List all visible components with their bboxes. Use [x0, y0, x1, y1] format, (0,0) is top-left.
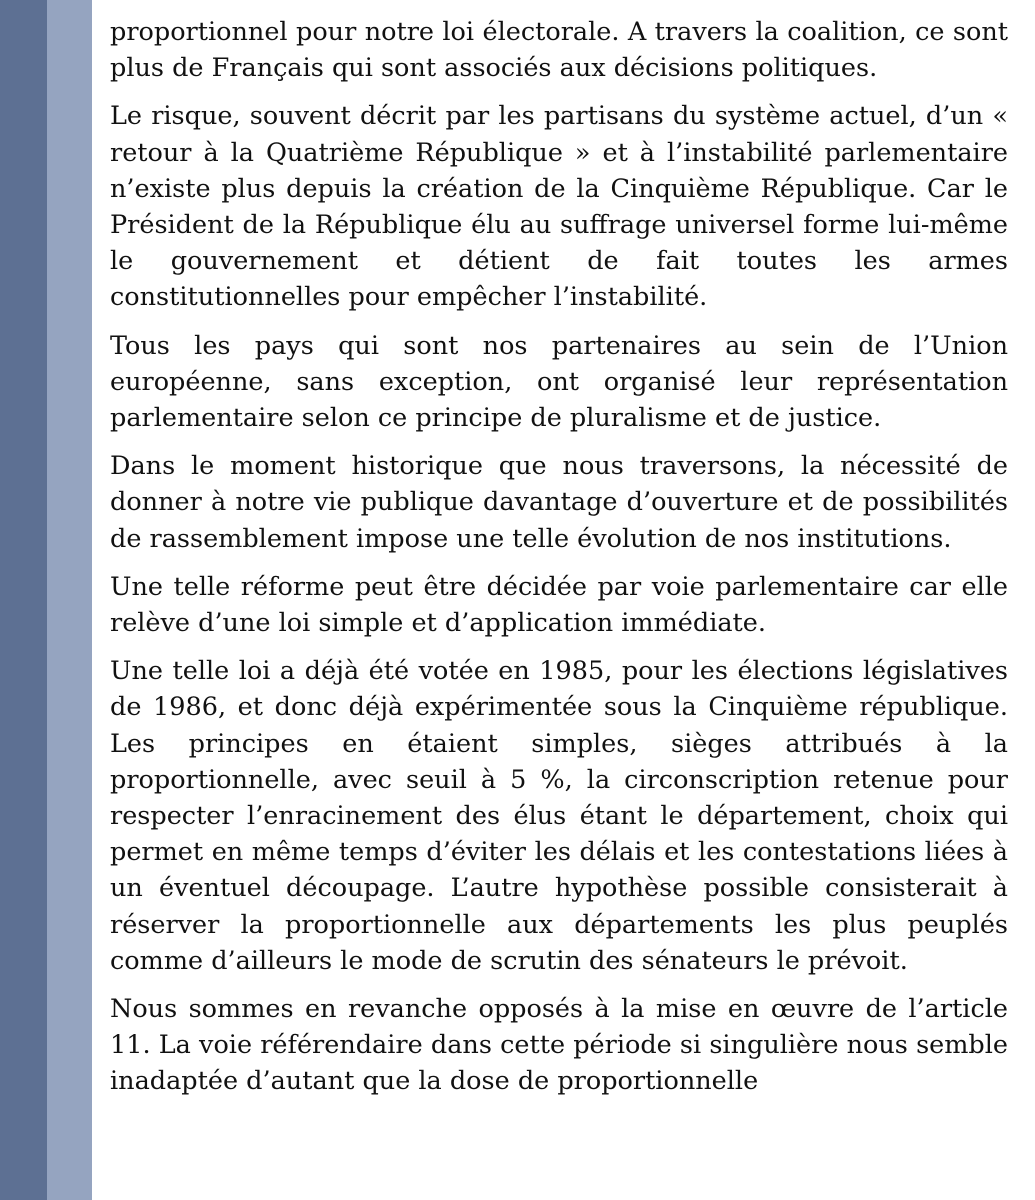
paragraph: Une telle loi a déjà été votée en 1985, pour les élections législatives de 1986, et donc déjà expérimentée sous la Cinquième république. Les principes en étaient simples, sièges attribués à la proportionnelle, avec seuil à 5 %, la circonscription retenue pour respecter l’enracinement des élus étant le département, choix qui permet en même temps d’éviter les délais et les contestations liées à un éventuel découpage. L’autre hypothèse possible consisterait à réserver la proportionnelle aux départements les plus peuplés comme d’ailleurs le mode de scrutin des sénateurs le prévoit.: [110, 656, 1008, 976]
paragraph: Le risque, souvent décrit par les partisans du système actuel, d’un « retour à la Quatrième République » et à l’instabilité parlementaire n’existe plus depuis la création de la Cinquième République. Car le Président de la République élu au suffrage universel forme lui-même le gouvernement et détient de fait toutes les armes constitutionnelles pour empêcher l’instabilité.: [110, 101, 1008, 313]
document-body: [110, 14, 1008, 1112]
paragraph: proportionnel pour notre loi électorale. A travers la coalition, ce sont plus de Français qui sont associés aux décisions politiques.: [110, 17, 1008, 84]
left-margin-band-dark: [0, 0, 47, 1200]
paragraph: Nous sommes en revanche opposés à la mise en œuvre de l’article 11. La voie référendaire dans cette période si singulière nous semble inadaptée d’autant que la dose de proportionnelle: [110, 994, 1008, 1097]
paragraph: Tous les pays qui sont nos partenaires au sein de l’Union européenne, sans exception, ont organisé leur représentation parlementaire selon ce principe de pluralisme et de justice.: [110, 330, 1008, 434]
paragraph: Dans le moment historique que nous traversons, la nécessité de donner à notre vie publique davantage d’ouverture et de possibilités de rassemblement impose une telle évolution de nos institutions.: [110, 451, 1008, 554]
paragraph: Une telle réforme peut être décidée par voie parlementaire car elle relève d’une loi simple et d’application immédiate.: [110, 571, 1008, 639]
left-margin-band-light: [47, 0, 92, 1200]
